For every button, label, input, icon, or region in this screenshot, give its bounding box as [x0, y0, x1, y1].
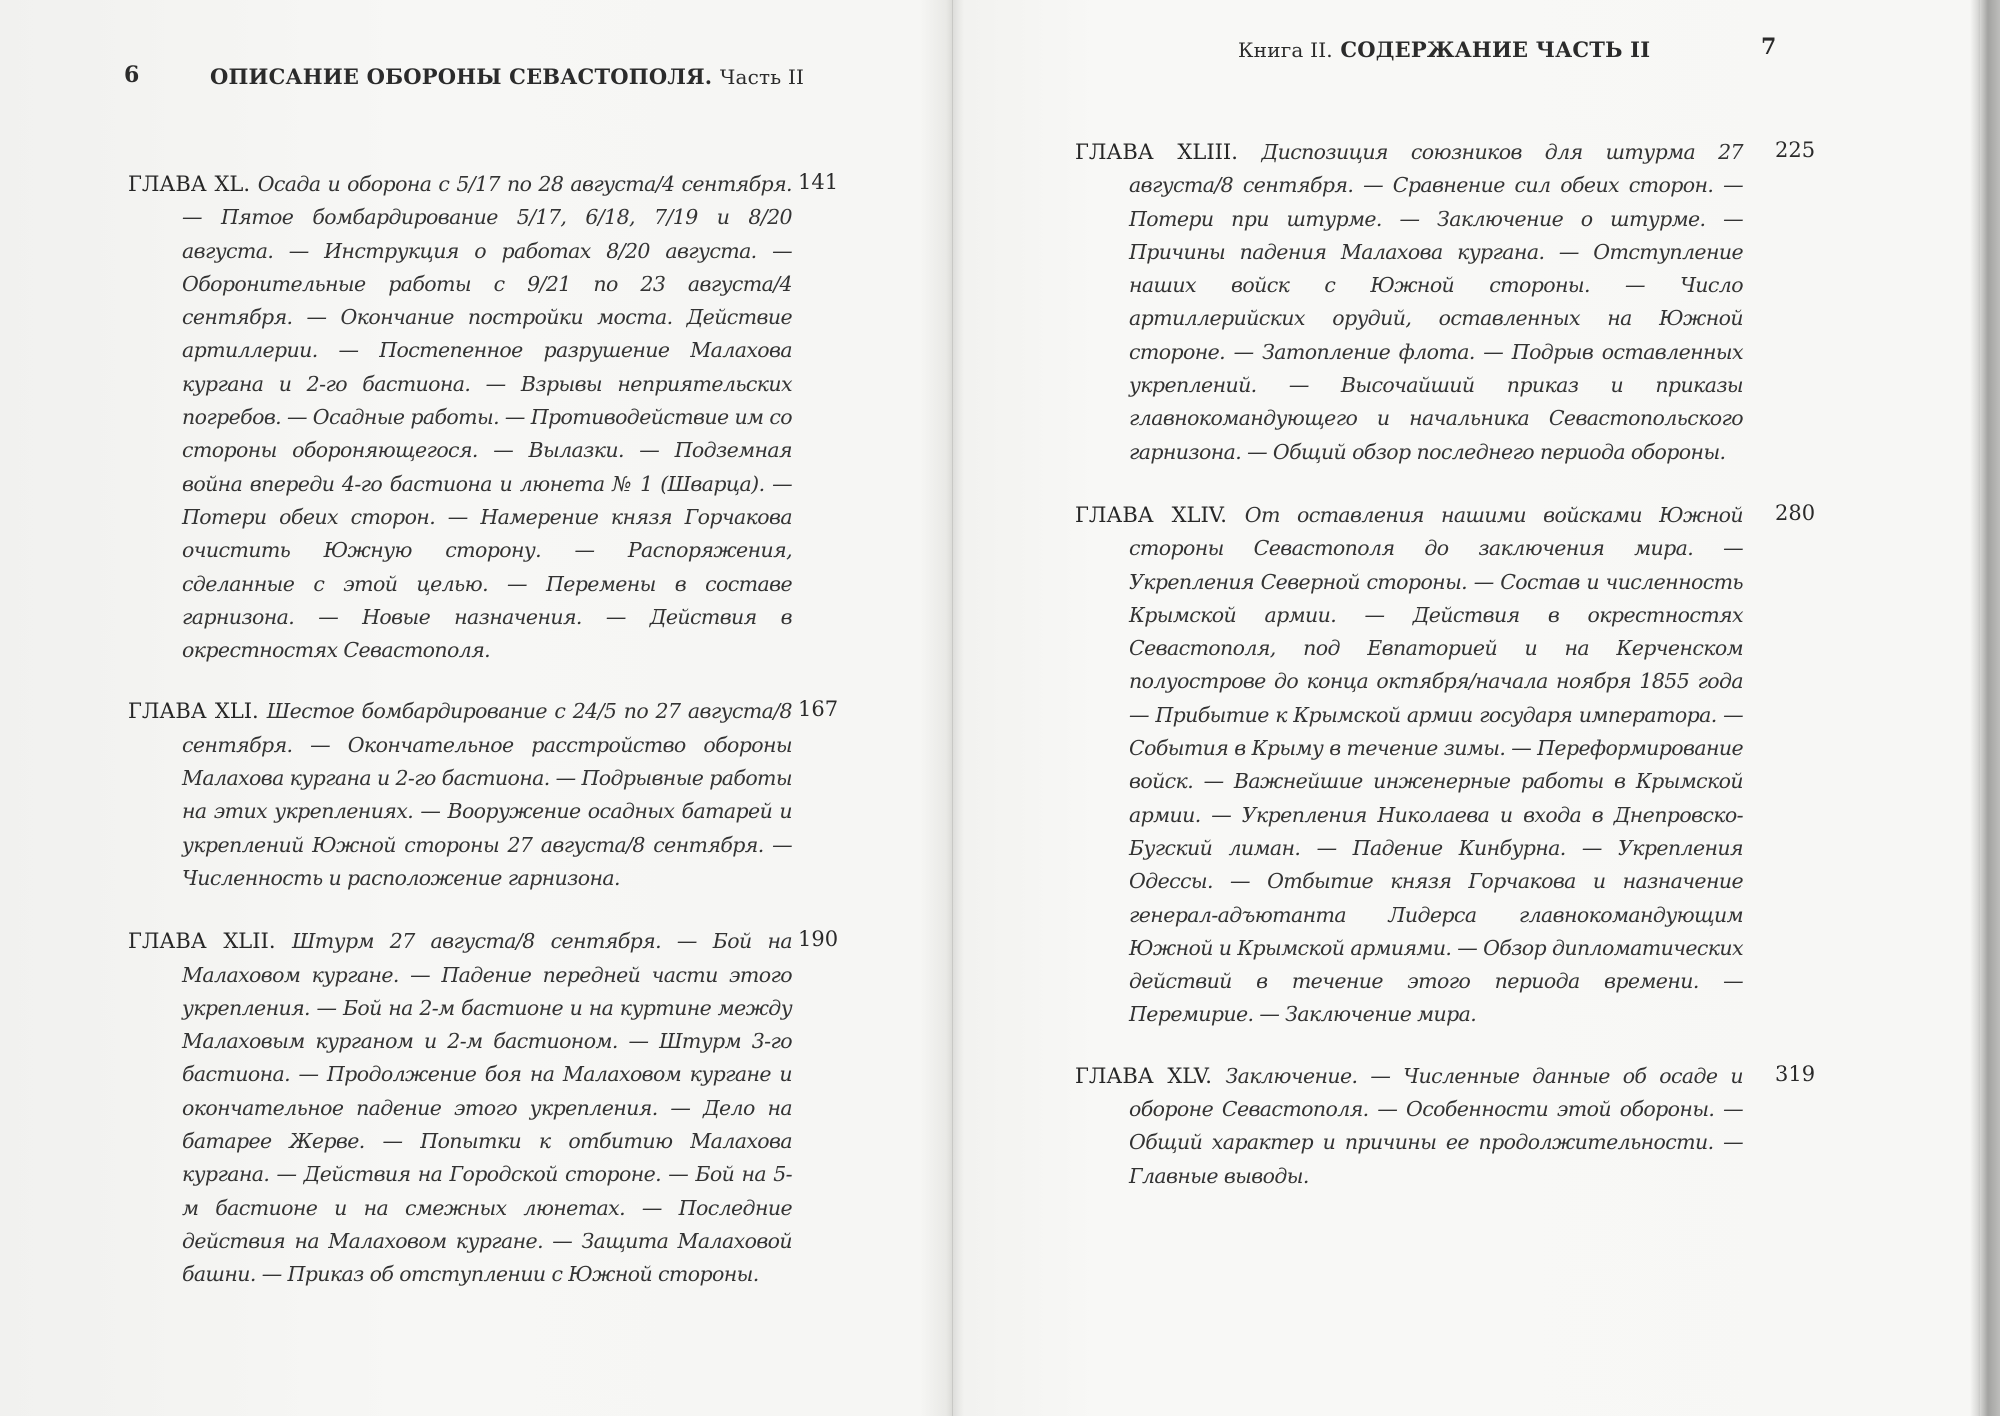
chapter-summary: Шестое бомбардирование с 24/5 по 27 августа/8 сентября. — Окончательное расстройство обороны Малахова кургана и 2-го бастиона. — Подрывные работы на этих укреплениях. — Вооружение осадных батарей и укреплений Южной стороны 27 августа/8 сентября. — Численность и расположение гарнизона. — [182, 699, 792, 890]
chapter-label: ГЛАВА XLIII. — [1075, 140, 1238, 164]
chapter-label: ГЛАВА XL. — [128, 172, 251, 196]
page-number-right: 7 — [1761, 34, 1777, 60]
toc-entry — [128, 695, 848, 895]
page-edge-shadow — [1980, 0, 2000, 1416]
page-number-left: 6 — [124, 62, 140, 88]
chapter-page-number: 280 — [1775, 500, 1816, 525]
chapter-page-number: 167 — [798, 697, 839, 722]
running-head-book: Книга II. — [1238, 38, 1333, 62]
chapter-label: ГЛАВА XLIV. — [1075, 502, 1227, 527]
chapter-summary: От оставления нашими войсками Южной стороны Севастополя до заключения мира. — Укрепления Северной стороны. — Состав и численность Крымской армии. — Действия в окрестностях Севастополя, под Евпаторией и на Керченском полуострове до конца октября/начала ноября 1855 года — Прибытие к Крымской армии государя императора. — События в Крыму в течение зимы. — Переформирование войск. — Важнейшие инженерные работы в Крымской армии. — Укрепления Николаева и входа в Днепровско-Бугский лиман. — Падение Кинбурна. — Укрепления Одессы. — Отбытие князя Горчакова и назначение генерал-адъютанта Лидерса главнокомандующим Южной и Крымской армиями. — Обзор дипломатических действий в течение этого периода времени. — Перемирие. — Заключение мира. — [1129, 502, 1743, 1027]
toc-entry-body — [1075, 136, 1743, 469]
chapter-summary: Диспозиция союзников для штурма 27 августа/8 сентября. — Сравнение сил обеих сторон. — Потери при штурме. — Заключение о штурме. — Причины падения Малахова кургана. — Отступление наших войск с Южной стороны. — Число артиллерийских орудий, оставленных на Южной стороне. — Затопление флота. — Подрыв оставленных укреплений. — Высочайший приказ и приказы главнокомандующего и начальника Севастопольского гарнизона. — Общий обзор последнего периода обороны. — [1129, 140, 1743, 464]
chapter-label: ГЛАВА XLV. — [1075, 1063, 1212, 1088]
running-head-right — [1238, 37, 1650, 62]
running-head-part: Часть II — [719, 65, 805, 89]
chapter-summary: Заключение. — Численные данные об осаде и обороне Севастополя. — Особенности этой обороны. — Общий характер и причины ее продолжительности. — Главные выводы. — [1129, 1063, 1743, 1188]
toc-entry — [1075, 1060, 1835, 1193]
chapter-page-number: 225 — [1775, 138, 1816, 162]
toc-entry-body — [128, 925, 792, 1291]
toc-entry-body — [128, 695, 792, 895]
running-head-title: ОПИСАНИЕ ОБОРОНЫ СЕВАСТОПОЛЯ. — [210, 64, 713, 89]
toc-entry — [128, 925, 848, 1291]
toc-entry-body — [1075, 1060, 1743, 1193]
right-page — [953, 0, 1980, 1416]
running-head-left — [210, 64, 804, 89]
toc-entry-body — [128, 168, 792, 667]
toc-entry — [1075, 136, 1835, 469]
chapter-summary: Осада и оборона с 5/17 по 28 августа/4 сентября. — Пятое бомбардирование 5/17, 6/18, 7/19 и 8/20 августа. — Инструкция о работах 8/20 августа. — Оборонительные работы с 9/21 по 23 августа/4 сентября. — Окончание постройки моста. Действие артиллерии. — Постепенное разрушение Малахова кургана и 2-го бастиона. — Взрывы неприятельских погребов. — Осадные работы. — Противодействие им со стороны обороняющегося. — Вылазки. — Подземная война впереди 4-го бастиона и люнета № 1 (Шварца). — Потери обеих сторон. — Намерение князя Горчакова очистить Южную сторону. — Распоряжения, сделанные с этой целью. — Перемены в составе гарнизона. — Новые назначения. — Действия в окрестностях Севастополя. — [182, 172, 792, 663]
chapter-label: ГЛАВА XLII. — [128, 929, 276, 954]
toc-entry-body — [1075, 499, 1743, 1032]
chapter-label: ГЛАВА XLI. — [128, 699, 259, 724]
left-page — [0, 0, 952, 1416]
chapter-page-number: 319 — [1775, 1061, 1816, 1086]
toc-entries-left — [128, 168, 848, 1318]
toc-entry — [128, 168, 848, 667]
chapter-summary: Штурм 27 августа/8 сентября. — Бой на Малаховом кургане. — Падение передней части этого укрепления. — Бой на 2-м бастионе и на куртине между Малаховым курганом и 2-м бастионом. — Штурм 3-го бастиона. — Продолжение боя на Малаховом кургане и окончательное падение этого укрепления. — Дело на батарее Жерве. — Попытки к отбитию Малахова кургана. — Действия на Городской стороне. — Бой на 5-м бастионе и на смежных люнетах. — Последние действия на Малаховом кургане. — Защита Малаховой башни. — Приказ об отступлении с Южной стороны. — [182, 929, 792, 1287]
chapter-page-number: 190 — [798, 927, 839, 952]
toc-entry — [1075, 499, 1835, 1032]
running-head-title: СОДЕРЖАНИЕ ЧАСТЬ II — [1340, 37, 1651, 62]
chapter-page-number: 141 — [798, 170, 839, 194]
toc-entries-right — [1075, 136, 1835, 1219]
